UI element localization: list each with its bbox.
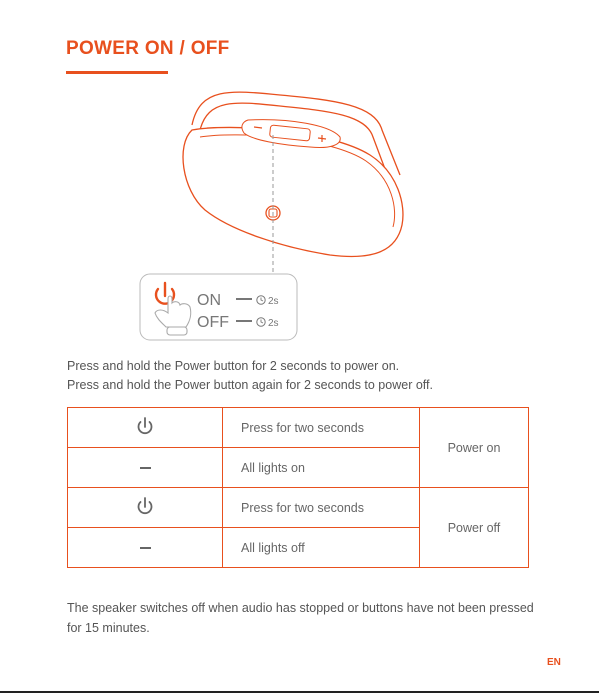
action-cell: Press for two seconds xyxy=(223,488,420,528)
dash-icon xyxy=(140,547,151,549)
table-row xyxy=(68,408,529,448)
on-duration: 2s xyxy=(268,296,279,307)
power-icon-cell xyxy=(68,488,223,528)
dash-cell xyxy=(68,528,223,568)
power-table xyxy=(67,407,529,568)
result-cell: Power off xyxy=(420,488,529,568)
action-cell: All lights on xyxy=(223,448,420,488)
result-cell: Power on xyxy=(420,408,529,488)
action-cell: Press for two seconds xyxy=(223,408,420,448)
title-underline xyxy=(66,71,168,74)
dash-icon xyxy=(140,467,151,469)
off-duration: 2s xyxy=(268,318,279,329)
power-icon-cell xyxy=(68,408,223,448)
speaker-illustration xyxy=(130,85,420,345)
off-label: OFF xyxy=(197,314,229,331)
power-icon xyxy=(136,416,154,436)
language-label: EN xyxy=(547,657,561,668)
instructions xyxy=(67,357,433,395)
instruction-power-on: Press and hold the Power button for 2 seconds to power on. xyxy=(67,359,400,373)
dash-cell xyxy=(68,448,223,488)
on-label: ON xyxy=(197,292,221,309)
page-title: POWER ON / OFF xyxy=(66,38,230,59)
power-icon xyxy=(136,496,154,516)
instruction-power-off: Press and hold the Power button again for 2 seconds to power off. xyxy=(67,378,433,392)
action-cell: All lights off xyxy=(223,528,420,568)
bottom-divider xyxy=(0,691,599,693)
table-row xyxy=(68,488,529,528)
auto-off-note: The speaker switches off when audio has stopped or buttons have not been pressed for 15 minutes. xyxy=(67,601,534,635)
